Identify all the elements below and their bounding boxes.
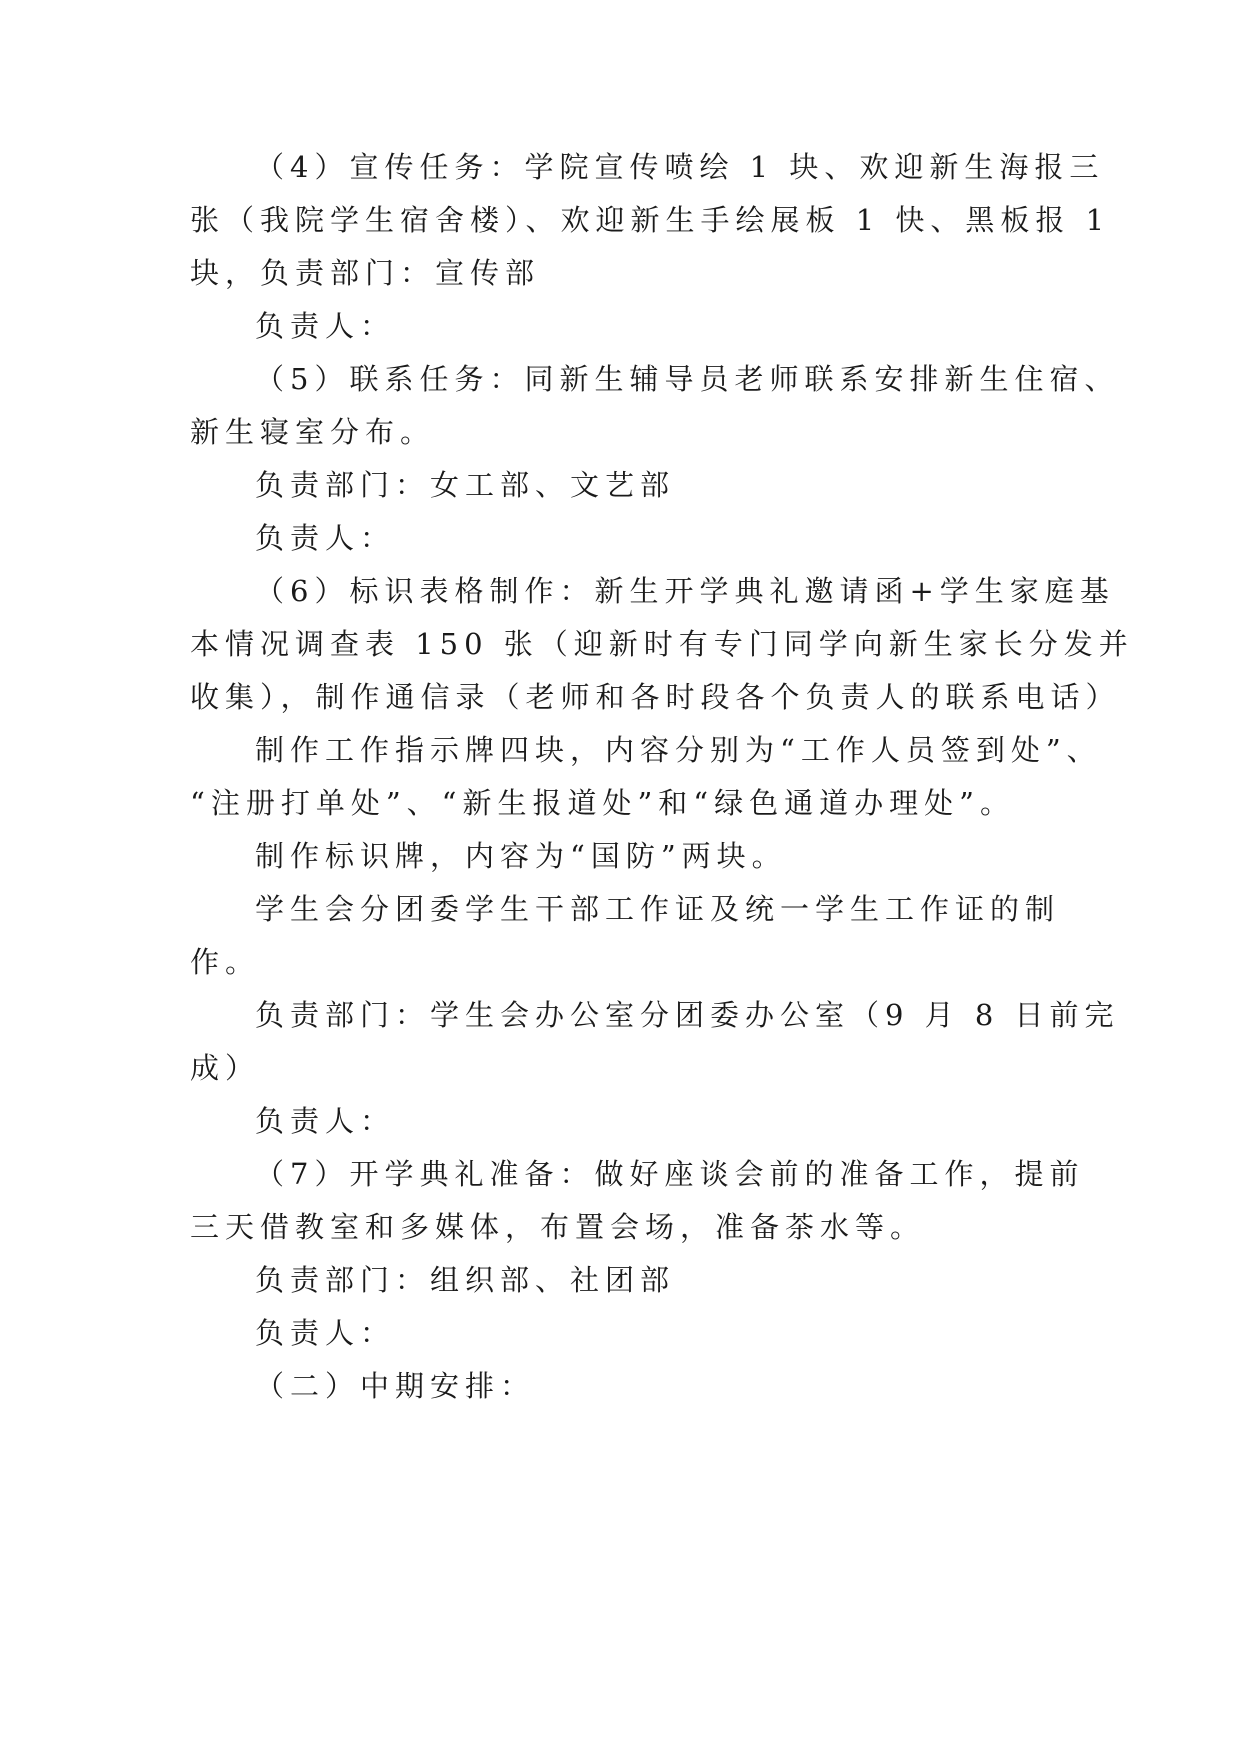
text-line: （7）开学典礼准备：做好座谈会前的准备工作，提前 xyxy=(255,1157,1085,1191)
text-line: 三天借教室和多媒体，布置会场，准备茶水等。 xyxy=(190,1210,926,1244)
text-line: 负责部门：组织部、社团部 xyxy=(255,1263,676,1297)
text-line: 本情况调查表 150 张（迎新时有专门同学向新生家长分发并 xyxy=(190,627,1134,661)
text-line: 新生寝室分布。 xyxy=(190,415,436,449)
text-line: “注册打单处”、“新生报道处”和“绿色通道办理处”。 xyxy=(190,786,1015,820)
text-line: 成） xyxy=(190,1051,261,1085)
text-line: 制作标识牌，内容为“国防”两块。 xyxy=(255,839,787,873)
text-line: （5）联系任务：同新生辅导员老师联系安排新生住宿、 xyxy=(255,362,1120,396)
text-line: （6）标识表格制作：新生开学典礼邀请函+学生家庭基 xyxy=(255,574,1115,608)
text-line: 负责人： xyxy=(255,1104,396,1138)
text-line: 负责人： xyxy=(255,309,396,343)
text-line: 作。 xyxy=(190,945,261,979)
text-line: 负责人： xyxy=(255,521,396,555)
text-line: 学生会分团委学生干部工作证及统一学生工作证的制 xyxy=(255,892,1061,926)
text-line: 制作工作指示牌四块，内容分别为“工作人员签到处”、 xyxy=(255,733,1102,767)
text-line: （4）宣传任务：学院宣传喷绘 1 块、欢迎新生海报三 xyxy=(255,150,1105,184)
section-heading: （二）中期安排： xyxy=(255,1369,536,1403)
text-line: 块，负责部门：宣传部 xyxy=(190,256,541,290)
text-line: 负责部门：女工部、文艺部 xyxy=(255,468,676,502)
text-line: 负责人： xyxy=(255,1316,396,1350)
text-line: 负责部门：学生会办公室分团委办公室（9 月 8 日前完 xyxy=(255,998,1120,1032)
text-line: 收集），制作通信录（老师和各时段各个负责人的联系电话） xyxy=(190,680,1121,714)
text-line: 张（我院学生宿舍楼）、欢迎新生手绘展板 1 快、黑板报 1 xyxy=(190,203,1111,237)
